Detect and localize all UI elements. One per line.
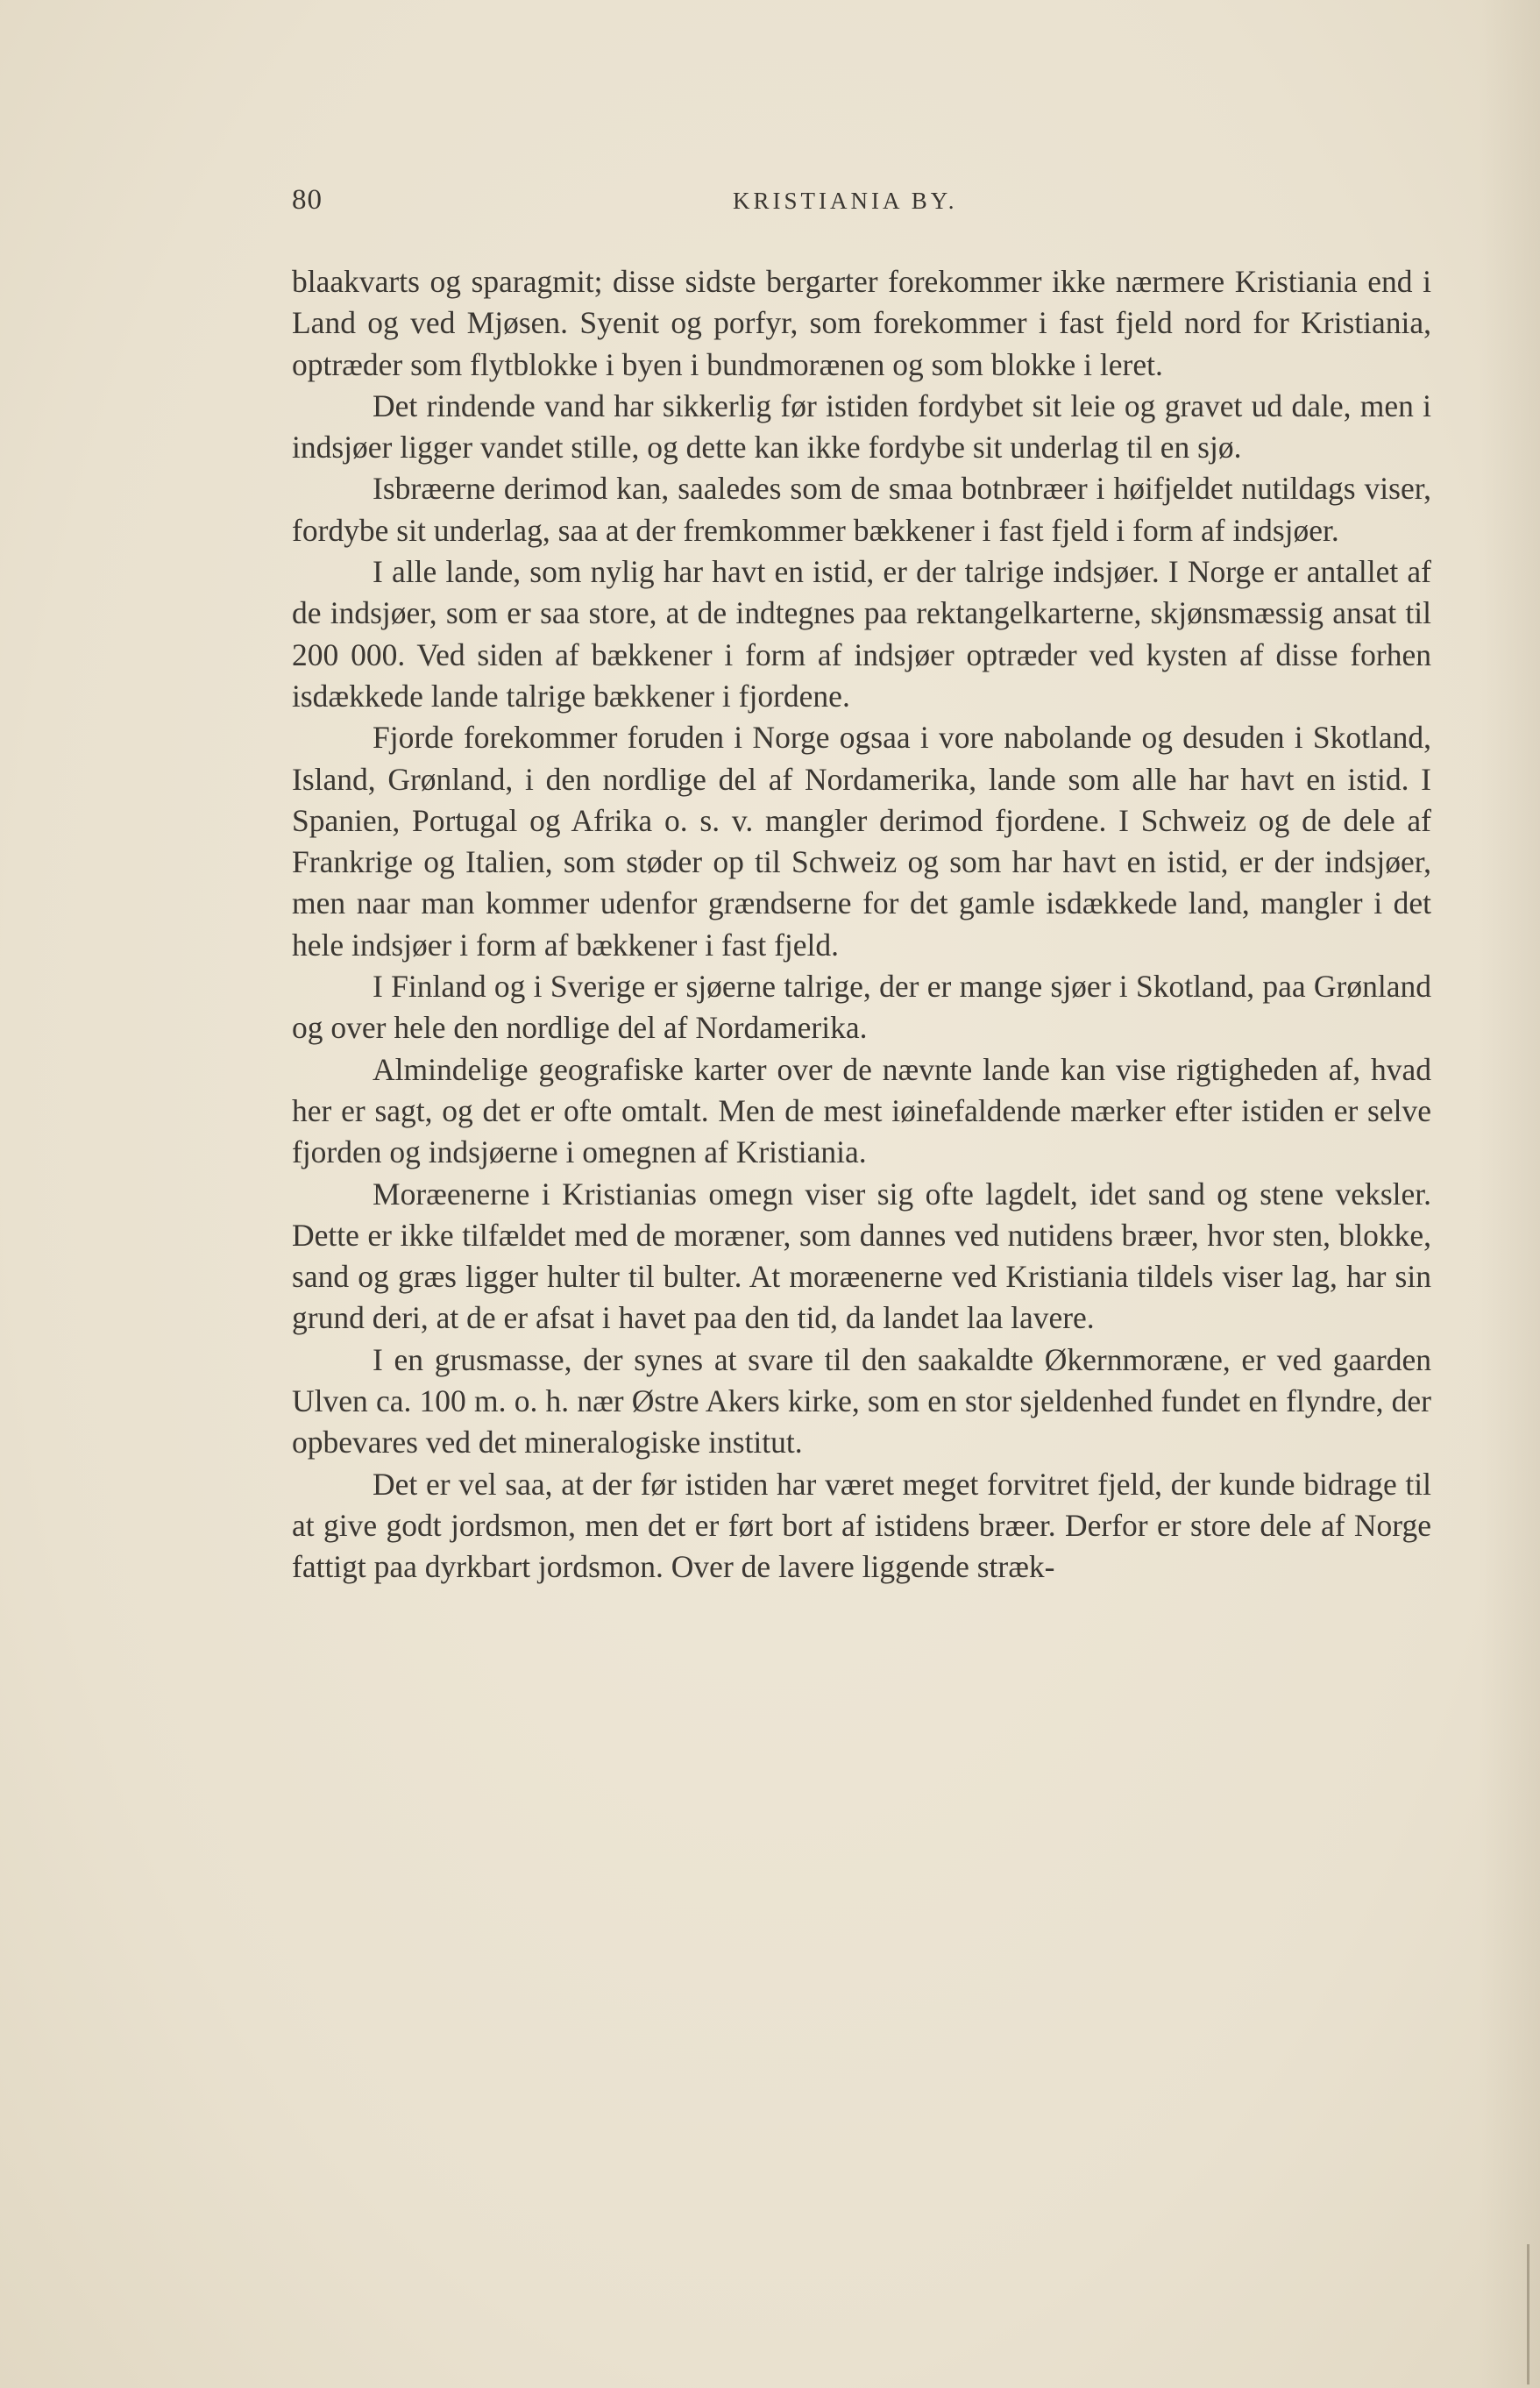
running-head [292,184,1431,228]
paragraph: Isbræerne derimod kan, saaledes som de smaa botnbræer i høifjeldet nutildags viser, fordybe sit underlag, saa at der fremkommer bækkener i fast fjeld i form af indsjøer. [292,471,1431,548]
body-text [292,261,1431,1588]
paragraph: I en grusmasse, der synes at svare til den saakaldte Økernmoræne, er ved gaarden Ulven ca. 100 m. o. h. nær Østre Akers kirke, som en stor sjeldenhed fundet en flyndre, der opbevares ved det mineralogiske institut. [292,1341,1431,1461]
binding-edge-mark [1527,2244,1529,2384]
running-title: KRISTIANIA BY. [733,188,958,214]
paragraph: Fjorde forekommer foruden i Norge ogsaa i vore nabolande og desuden i Skotland, Island, Grønland, i den nordlige del af Nordamerika, lande som alle har havt en istid. I Spanien, Portugal og Afrika o. s. v. mangler derimod fjordene. I Schweiz og de dele af Frankrige og Italien, som støder op til Schweiz og som har havt en istid, er der indsjøer, men naar man kommer udenfor grændserne for det gamle isdækkede land, mangler i det hele indsjøer i form af bækkener i fast fjeld. [292,720,1431,963]
paragraph: Det rindende vand har sikkerlig før istiden fordybet sit leie og gravet ud dale, men i indsjøer ligger vandet stille, og dette kan ikke fordybe sit underlag til en sjø. [292,387,1431,466]
page-number: 80 [292,184,323,216]
paragraph: I Finland og i Sverige er sjøerne talrige, der er mange sjøer i Skotland, paa Grønland og over hele den nordlige del af Nordamerika. [292,969,1431,1046]
paragraph: I alle lande, som nylig har havt en istid, er der talrige indsjøer. I Norge er antallet af de indsjøer, som er saa store, at de indtegnes paa rektangelkarterne, skjønsmæssig ansat til 200 000. Ved siden af bækkener i form af indsjøer optræder ved kysten af disse forhen isdækkede lande talrige bækkener i fjordene. [292,554,1431,714]
page-edge-shadow [1479,0,1540,2388]
paragraph: Moræenerne i Kristianias omegn viser sig ofte lagdelt, idet sand og stene veksler. Dette er ikke tilfældet med de moræner, som dannes ved nutidens bræer, hvor sten, blokke, sand og græs ligger hulter til bulter. At moræenerne ved Kristiania tildels viser lag, har sin grund deri, at de er afsat i havet paa den tid, da landet laa lavere. [292,1176,1431,1336]
paragraph: Det er vel saa, at der før istiden har været meget forvitret fjeld, der kunde bidrage til at give godt jordsmon, men det er ført bort af istidens bræer. Derfor er store dele af Norge fattigt paa dyrkbart jordsmon. Over de lavere liggende stræk- [292,1466,1431,1585]
paragraph: Almindelige geografiske karter over de nævnte lande kan vise rigtigheden af, hvad her er sagt, og det er ofte omtalt. Men de mest iøinefaldende mærker efter istiden er selve fjorden og indsjøerne i omegnen af Kristiania. [292,1051,1431,1170]
paragraph: blaakvarts og sparagmit; disse sidste bergarter forekommer ikke nærmere Kristiania end i Land og ved Mjøsen. Syenit og porfyr, som forekommer i fast fjeld nord for Kristiania, optræder som flytblokke i byen i bundmorænen og som blokke i leret. [292,264,1431,382]
